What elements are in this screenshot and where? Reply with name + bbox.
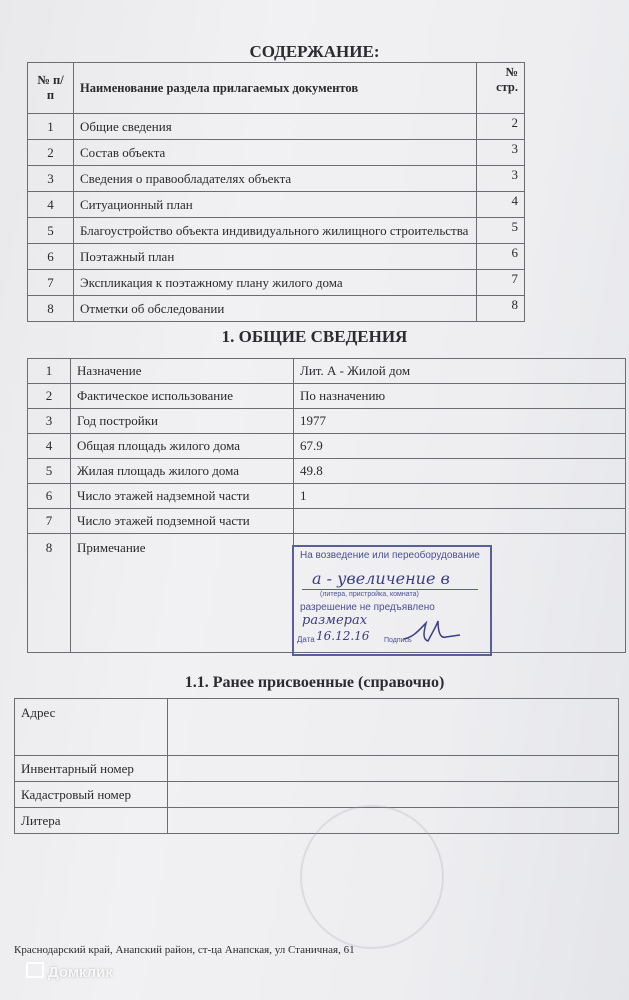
previous-title: 1.1. Ранее присвоенные (справочно) xyxy=(184,674,445,691)
row-page: 4 xyxy=(477,192,525,218)
footer-address: Краснодарский край, Анапский район, ст-ца Анапская, ул Станичная, 61 xyxy=(14,944,355,956)
row-label: Назначение xyxy=(71,359,294,384)
contents-row xyxy=(28,140,525,166)
contents-header-row xyxy=(28,63,525,114)
row-page: 3 xyxy=(477,140,525,166)
row-num: 1 xyxy=(28,114,74,140)
row-label: Инвентарный номер xyxy=(15,756,168,782)
faded-seal xyxy=(300,805,444,949)
row-num: 4 xyxy=(28,192,74,218)
row-num: 1 xyxy=(28,359,71,384)
previous-table xyxy=(14,698,619,834)
row-label: Кадастровый номер xyxy=(15,782,168,808)
row-num: 5 xyxy=(28,459,71,484)
previous-row xyxy=(15,782,619,808)
general-row xyxy=(28,384,626,409)
row-label: Общая площадь жилого дома xyxy=(71,434,294,459)
row-value xyxy=(168,756,619,782)
row-num: 2 xyxy=(28,140,74,166)
row-num: 4 xyxy=(28,434,71,459)
row-label: Примечание xyxy=(71,534,294,653)
row-page: 6 xyxy=(477,244,525,270)
general-row xyxy=(28,409,626,434)
row-name: Состав объекта xyxy=(74,140,477,166)
stamp-line1: На возведение или переоборудование xyxy=(300,550,480,561)
row-label: Год постройки xyxy=(71,409,294,434)
row-num: 5 xyxy=(28,218,74,244)
row-num: 3 xyxy=(28,166,74,192)
contents-row xyxy=(28,114,525,140)
row-value: 1 xyxy=(294,484,626,509)
contents-row xyxy=(28,296,525,322)
previous-row xyxy=(15,699,619,756)
watermark-text: Домклик xyxy=(48,964,113,981)
row-name: Поэтажный план xyxy=(74,244,477,270)
row-page: 5 xyxy=(477,218,525,244)
row-name: Общие сведения xyxy=(74,114,477,140)
watermark xyxy=(26,962,113,981)
general-row xyxy=(28,459,626,484)
row-label: Число этажей надземной части xyxy=(71,484,294,509)
stamp-sign-label: Подпись xyxy=(384,637,412,644)
house-icon xyxy=(26,962,44,978)
row-value: Лит. А - Жилой дом xyxy=(294,359,626,384)
row-value xyxy=(168,699,619,756)
previous-row xyxy=(15,756,619,782)
row-name: Благоустройство объекта индивидуального жилищного строительства xyxy=(74,218,477,244)
row-page: 8 xyxy=(477,296,525,322)
stamp-line2: разрешение не предъявлено xyxy=(300,602,435,613)
row-name: Отметки об обследовании xyxy=(74,296,477,322)
row-num: 7 xyxy=(28,509,71,534)
row-value: 67.9 xyxy=(294,434,626,459)
contents-header-page: № стр. xyxy=(477,63,525,114)
row-label: Число этажей подземной части xyxy=(71,509,294,534)
stamp-underline xyxy=(302,589,478,590)
contents-header-name: Наименование раздела прилагаемых документов xyxy=(74,63,477,114)
contents-row xyxy=(28,192,525,218)
row-num: 8 xyxy=(28,296,74,322)
row-page: 3 xyxy=(477,166,525,192)
general-title: 1. ОБЩИЕ СВЕДЕНИЯ xyxy=(221,327,408,346)
row-value xyxy=(168,782,619,808)
row-name: Сведения о правообладателях объекта xyxy=(74,166,477,192)
row-value: 1977 xyxy=(294,409,626,434)
stamp-caption: (литера, пристройка, комната) xyxy=(320,591,419,598)
general-row xyxy=(28,434,626,459)
row-page: 2 xyxy=(477,114,525,140)
row-label: Адрес xyxy=(15,699,168,756)
row-page: 7 xyxy=(477,270,525,296)
row-label: Жилая площадь жилого дома xyxy=(71,459,294,484)
contents-row xyxy=(28,244,525,270)
row-num: 8 xyxy=(28,534,71,653)
row-value: 49.8 xyxy=(294,459,626,484)
stamp-date-label: Дата xyxy=(297,635,315,644)
row-name: Экспликация к поэтажному плану жилого дома xyxy=(74,270,477,296)
contents-header-num: № п/п xyxy=(28,63,74,114)
row-num: 6 xyxy=(28,484,71,509)
contents-row xyxy=(28,166,525,192)
row-num: 7 xyxy=(28,270,74,296)
signature-icon xyxy=(402,619,462,647)
row-value: По назначению xyxy=(294,384,626,409)
row-value xyxy=(294,509,626,534)
contents-row xyxy=(28,218,525,244)
stamp-date-value: 16.12.16 xyxy=(316,629,370,643)
row-label: Литера xyxy=(15,808,168,834)
general-row xyxy=(28,509,626,534)
inspection-stamp xyxy=(292,545,492,656)
contents-row xyxy=(28,270,525,296)
stamp-handwritten2: размерах xyxy=(302,613,368,628)
contents-table xyxy=(27,62,525,322)
row-name: Ситуационный план xyxy=(74,192,477,218)
contents-title: СОДЕРЖАНИЕ: xyxy=(249,42,380,61)
stamp-handwritten1: а - увеличение в xyxy=(312,569,450,588)
row-label: Фактическое использование xyxy=(71,384,294,409)
row-num: 3 xyxy=(28,409,71,434)
row-num: 2 xyxy=(28,384,71,409)
general-row xyxy=(28,359,626,384)
general-row xyxy=(28,484,626,509)
row-num: 6 xyxy=(28,244,74,270)
